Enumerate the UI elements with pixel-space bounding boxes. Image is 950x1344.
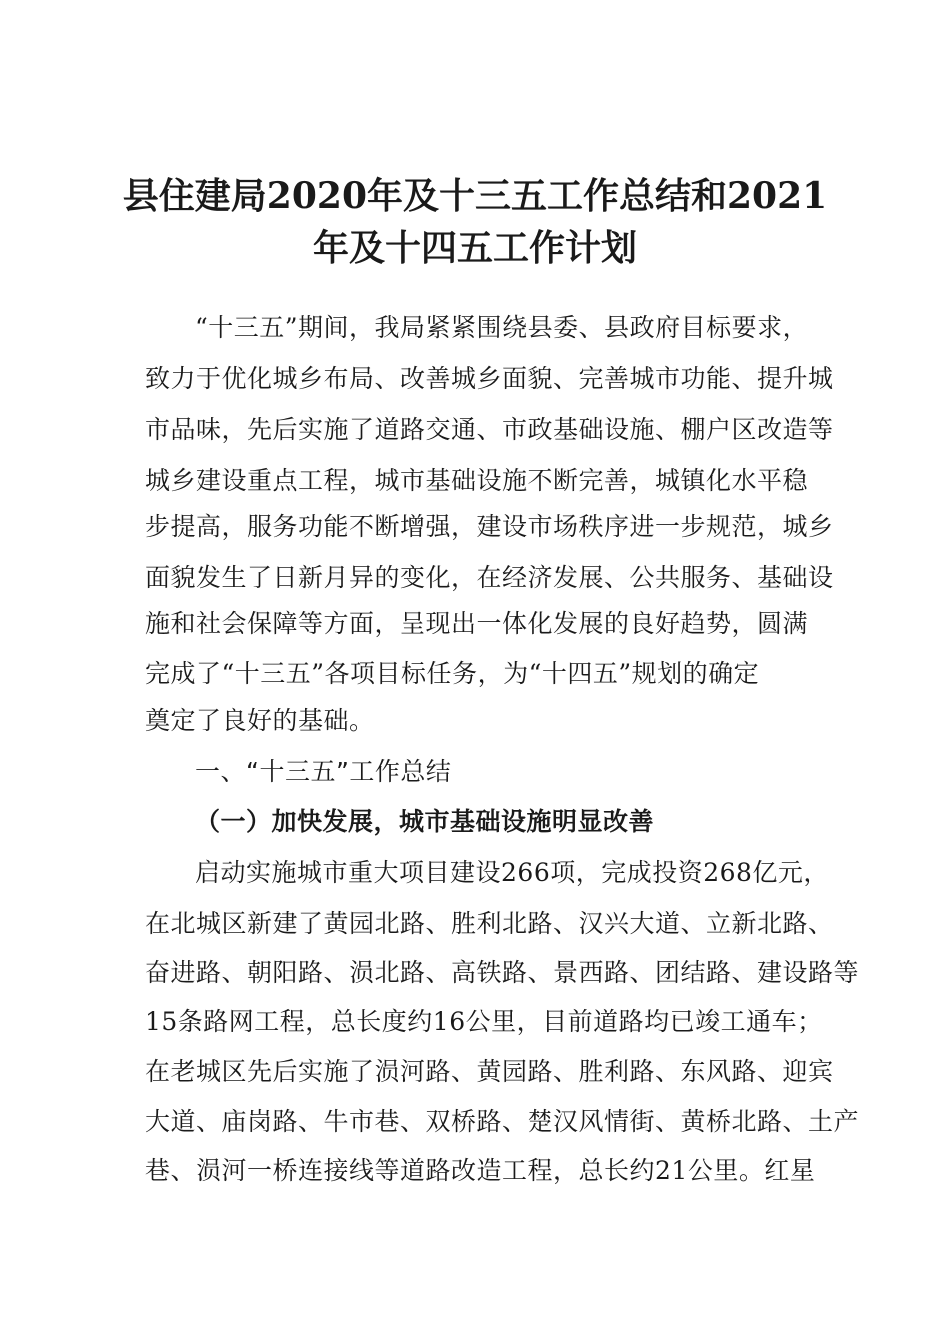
body-line: 巷、涢河一桥连接线等道路改造工程，总长约21公里。红星 bbox=[145, 1156, 816, 1185]
intro-line: 致力于优化城乡布局、改善城乡面貌、完善城市功能、提升城 bbox=[145, 364, 834, 393]
body-line: 奋进路、朝阳路、涢北路、高铁路、景西路、团结路、建设路等 bbox=[145, 958, 860, 987]
intro-line: 步提高，服务功能不断增强，建设市场秩序进一步规范，城乡 bbox=[145, 512, 834, 541]
document-title-line-1: 县住建局2020年及十三五工作总结和2021 bbox=[122, 175, 828, 217]
subsection-heading: （一）加快发展，城市基础设施明显改善 bbox=[195, 807, 655, 836]
body-line: 15条路网工程，总长度约16公里，目前道路均已竣工通车； bbox=[145, 1007, 823, 1036]
intro-line: “十三五”期间，我局紧紧围绕县委、县政府目标要求， bbox=[195, 313, 809, 342]
document-title-line-2: 年及十四五工作计划 bbox=[312, 227, 637, 269]
intro-line: 市品味，先后实施了道路交通、市政基础设施、棚户区改造等 bbox=[145, 415, 834, 444]
intro-line: 完成了“十三五”各项目标任务，为“十四五”规划的确定 bbox=[145, 659, 760, 688]
body-line: 在北城区新建了黄园北路、胜利北路、汉兴大道、立新北路、 bbox=[145, 909, 834, 938]
body-line: 在老城区先后实施了涢河路、黄园路、胜利路、东风路、迎宾 bbox=[145, 1057, 834, 1086]
section-heading: 一、“十三五”工作总结 bbox=[195, 757, 452, 786]
intro-line: 面貌发生了日新月异的变化，在经济发展、公共服务、基础设 bbox=[145, 563, 834, 592]
body-line: 大道、庙岗路、牛市巷、双桥路、楚汉风情街、黄桥北路、土产 bbox=[145, 1107, 860, 1136]
intro-line: 城乡建设重点工程，城市基础设施不断完善，城镇化水平稳 bbox=[145, 466, 809, 495]
intro-line: 施和社会保障等方面，呈现出一体化发展的良好趋势，圆满 bbox=[145, 609, 809, 638]
body-line: 启动实施城市重大项目建设266项，完成投资268亿元， bbox=[195, 858, 829, 887]
intro-line: 奠定了良好的基础。 bbox=[145, 706, 375, 735]
